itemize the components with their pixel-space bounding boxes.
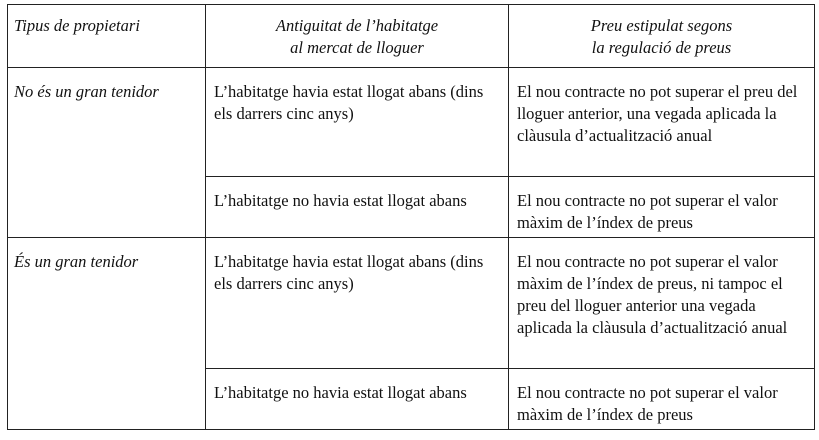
price-text: El nou contracte no pot superar el valor màxim de l’índex de preus, ni tampoc el preu del lloguer anterior una vegada aplicada la clàusula d’actualització anual <box>517 252 788 337</box>
header-owner-type <box>8 5 206 68</box>
header-housing-age-line1: Antiguitat de l’habitatge <box>275 16 439 35</box>
housing-age-cell <box>206 369 509 430</box>
price-text: El nou contracte no pot superar el valor màxim de l’índex de preus <box>517 191 778 232</box>
owner-label: No és un gran tenidor <box>14 82 159 101</box>
housing-age-text: L’habitatge no havia estat llogat abans <box>214 191 467 210</box>
owner-cell-not-large-holder <box>8 68 206 238</box>
header-housing-age <box>206 5 509 68</box>
header-stipulated-price-text <box>509 5 814 59</box>
header-stipulated-price-line1: Preu estipulat segons <box>590 16 733 35</box>
price-cell <box>509 238 815 369</box>
header-housing-age-text <box>206 5 508 59</box>
price-text: El nou contracte no pot superar el valor màxim de l’índex de preus <box>517 383 778 424</box>
header-row <box>8 5 815 68</box>
owner-label: És un gran tenidor <box>14 252 139 271</box>
header-stipulated-price-line2: la regulació de preus <box>591 38 732 57</box>
housing-age-cell <box>206 177 509 238</box>
table-body <box>8 68 815 430</box>
price-cell <box>509 68 815 177</box>
housing-age-cell <box>206 68 509 177</box>
table-row <box>8 68 815 177</box>
price-cell <box>509 369 815 430</box>
rent-regulation-table <box>7 4 815 430</box>
header-owner-type-text: Tipus de propietari <box>14 16 140 35</box>
housing-age-cell <box>206 238 509 369</box>
price-cell <box>509 177 815 238</box>
owner-cell-large-holder <box>8 238 206 430</box>
header-stipulated-price <box>509 5 815 68</box>
header-housing-age-line2: al mercat de lloguer <box>290 38 424 57</box>
table-header <box>8 5 815 68</box>
housing-age-text: L’habitatge no havia estat llogat abans <box>214 383 467 402</box>
table-row <box>8 238 815 369</box>
price-text: El nou contracte no pot superar el preu del lloguer anterior, una vegada aplicada la clàusula d’actualització anual <box>517 82 798 145</box>
housing-age-text: L’habitatge havia estat llogat abans (dins els darrers cinc anys) <box>214 252 484 293</box>
housing-age-text: L’habitatge havia estat llogat abans (dins els darrers cinc anys) <box>214 82 484 123</box>
